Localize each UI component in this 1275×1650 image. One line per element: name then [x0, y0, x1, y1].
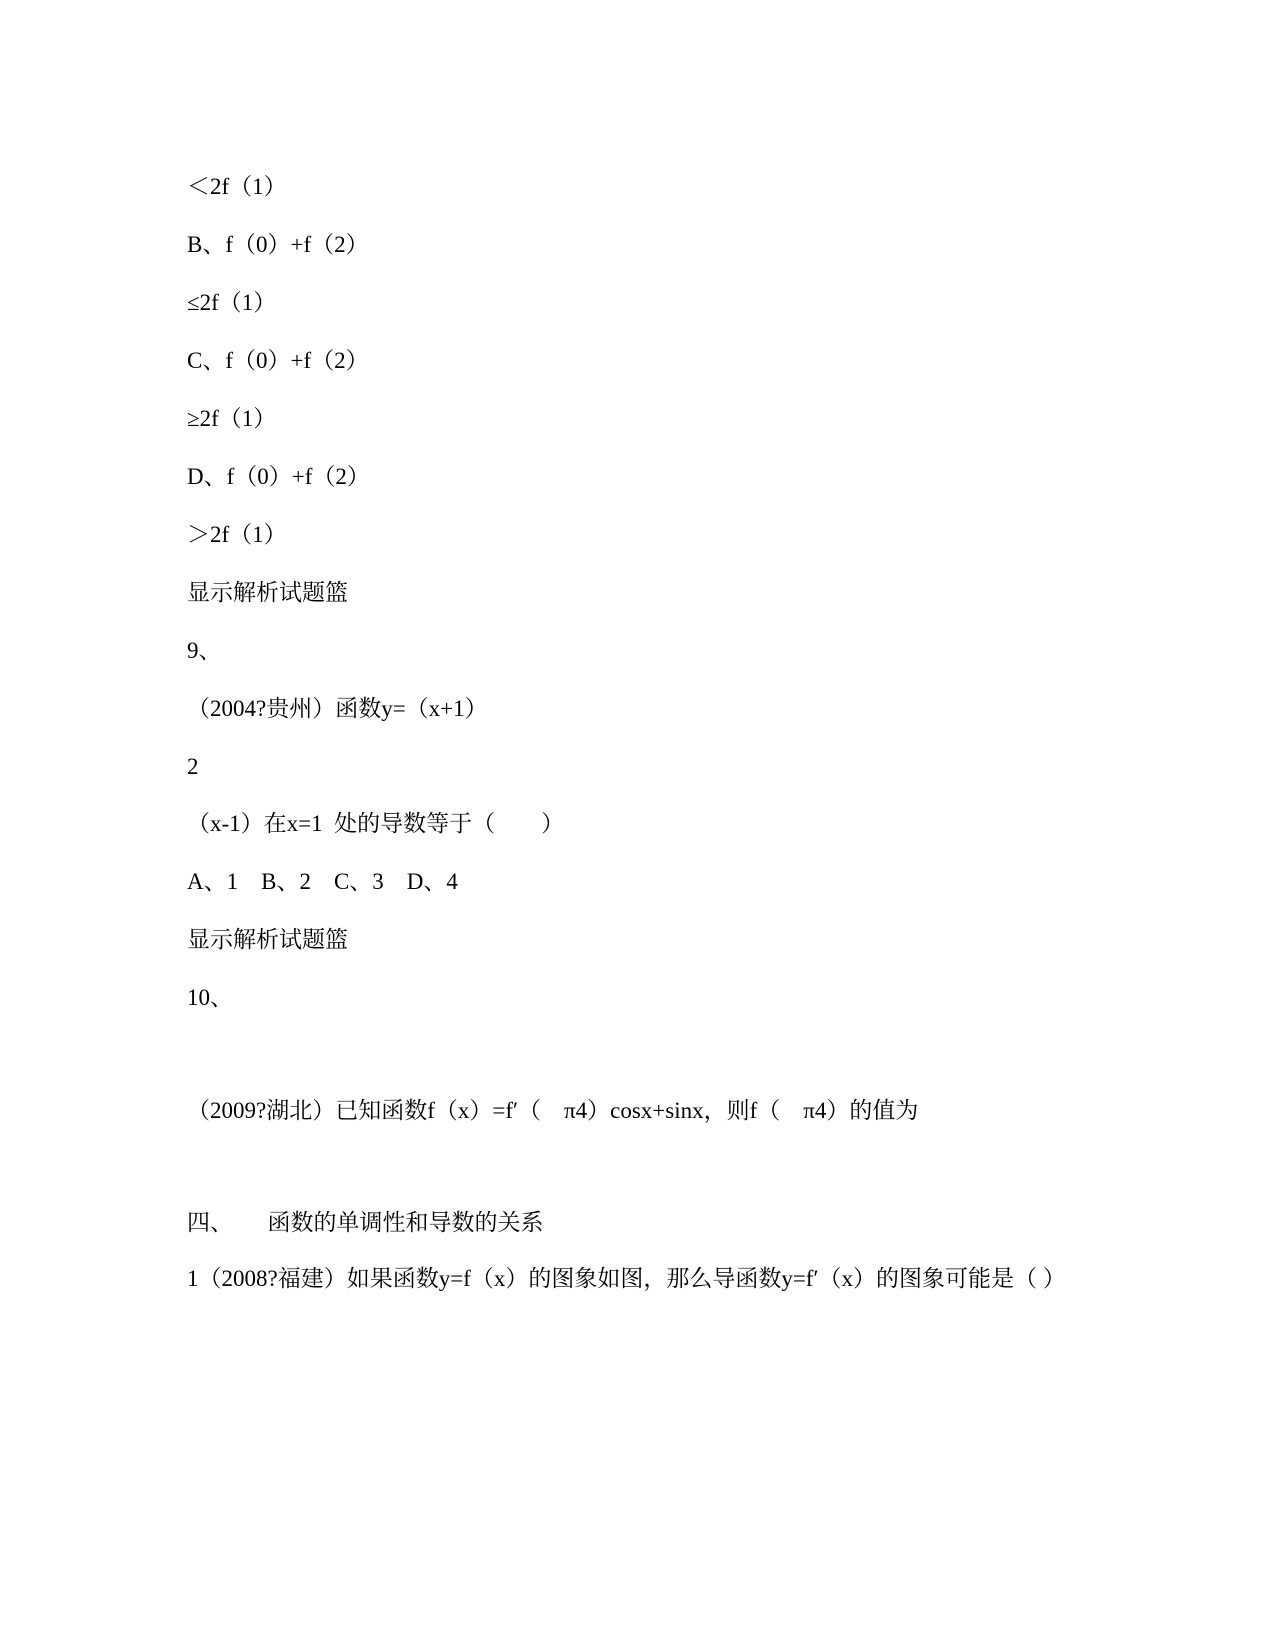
q8-option-b: B、f（0）+f（2）	[187, 232, 369, 257]
q8-option-a-tail: ＜2f（1）	[187, 174, 287, 199]
q9-number: 9、	[187, 638, 222, 663]
q8-show-analysis-basket-link[interactable]: 显示解析试题篮	[187, 580, 348, 605]
section4-question1-stem: 1（2008?福建）如果函数y=f（x）的图象如图，那么导函数y=f′（x）的图象可能是（ ）	[187, 1266, 1066, 1291]
q8-option-b-tail: ≤2f（1）	[187, 290, 277, 315]
q10-stem: （2009?湖北）已知函数f（x）=f′（ π4）cosx+sinx，则f（ π4）的值为	[187, 1098, 919, 1123]
q10-number: 10、	[187, 985, 233, 1010]
q9-stem-line1: （2004?贵州）函数y=（x+1）	[187, 696, 488, 721]
q8-option-c-tail: ≥2f（1）	[187, 406, 277, 431]
section-heading: 四、 函数的单调性和导数的关系	[187, 1210, 544, 1235]
q8-option-d-tail: ＞2f（1）	[187, 522, 287, 547]
q9-options: A、1 B、2 C、3 D、4	[187, 869, 458, 894]
q8-option-c: C、f（0）+f（2）	[187, 348, 369, 373]
q9-show-analysis-basket-link[interactable]: 显示解析试题篮	[187, 927, 348, 952]
q9-stem-line2: （x-1）在x=1 处的导数等于（ ）	[187, 811, 565, 836]
q9-exponent: 2	[187, 754, 199, 779]
q8-option-d: D、f（0）+f（2）	[187, 464, 370, 489]
